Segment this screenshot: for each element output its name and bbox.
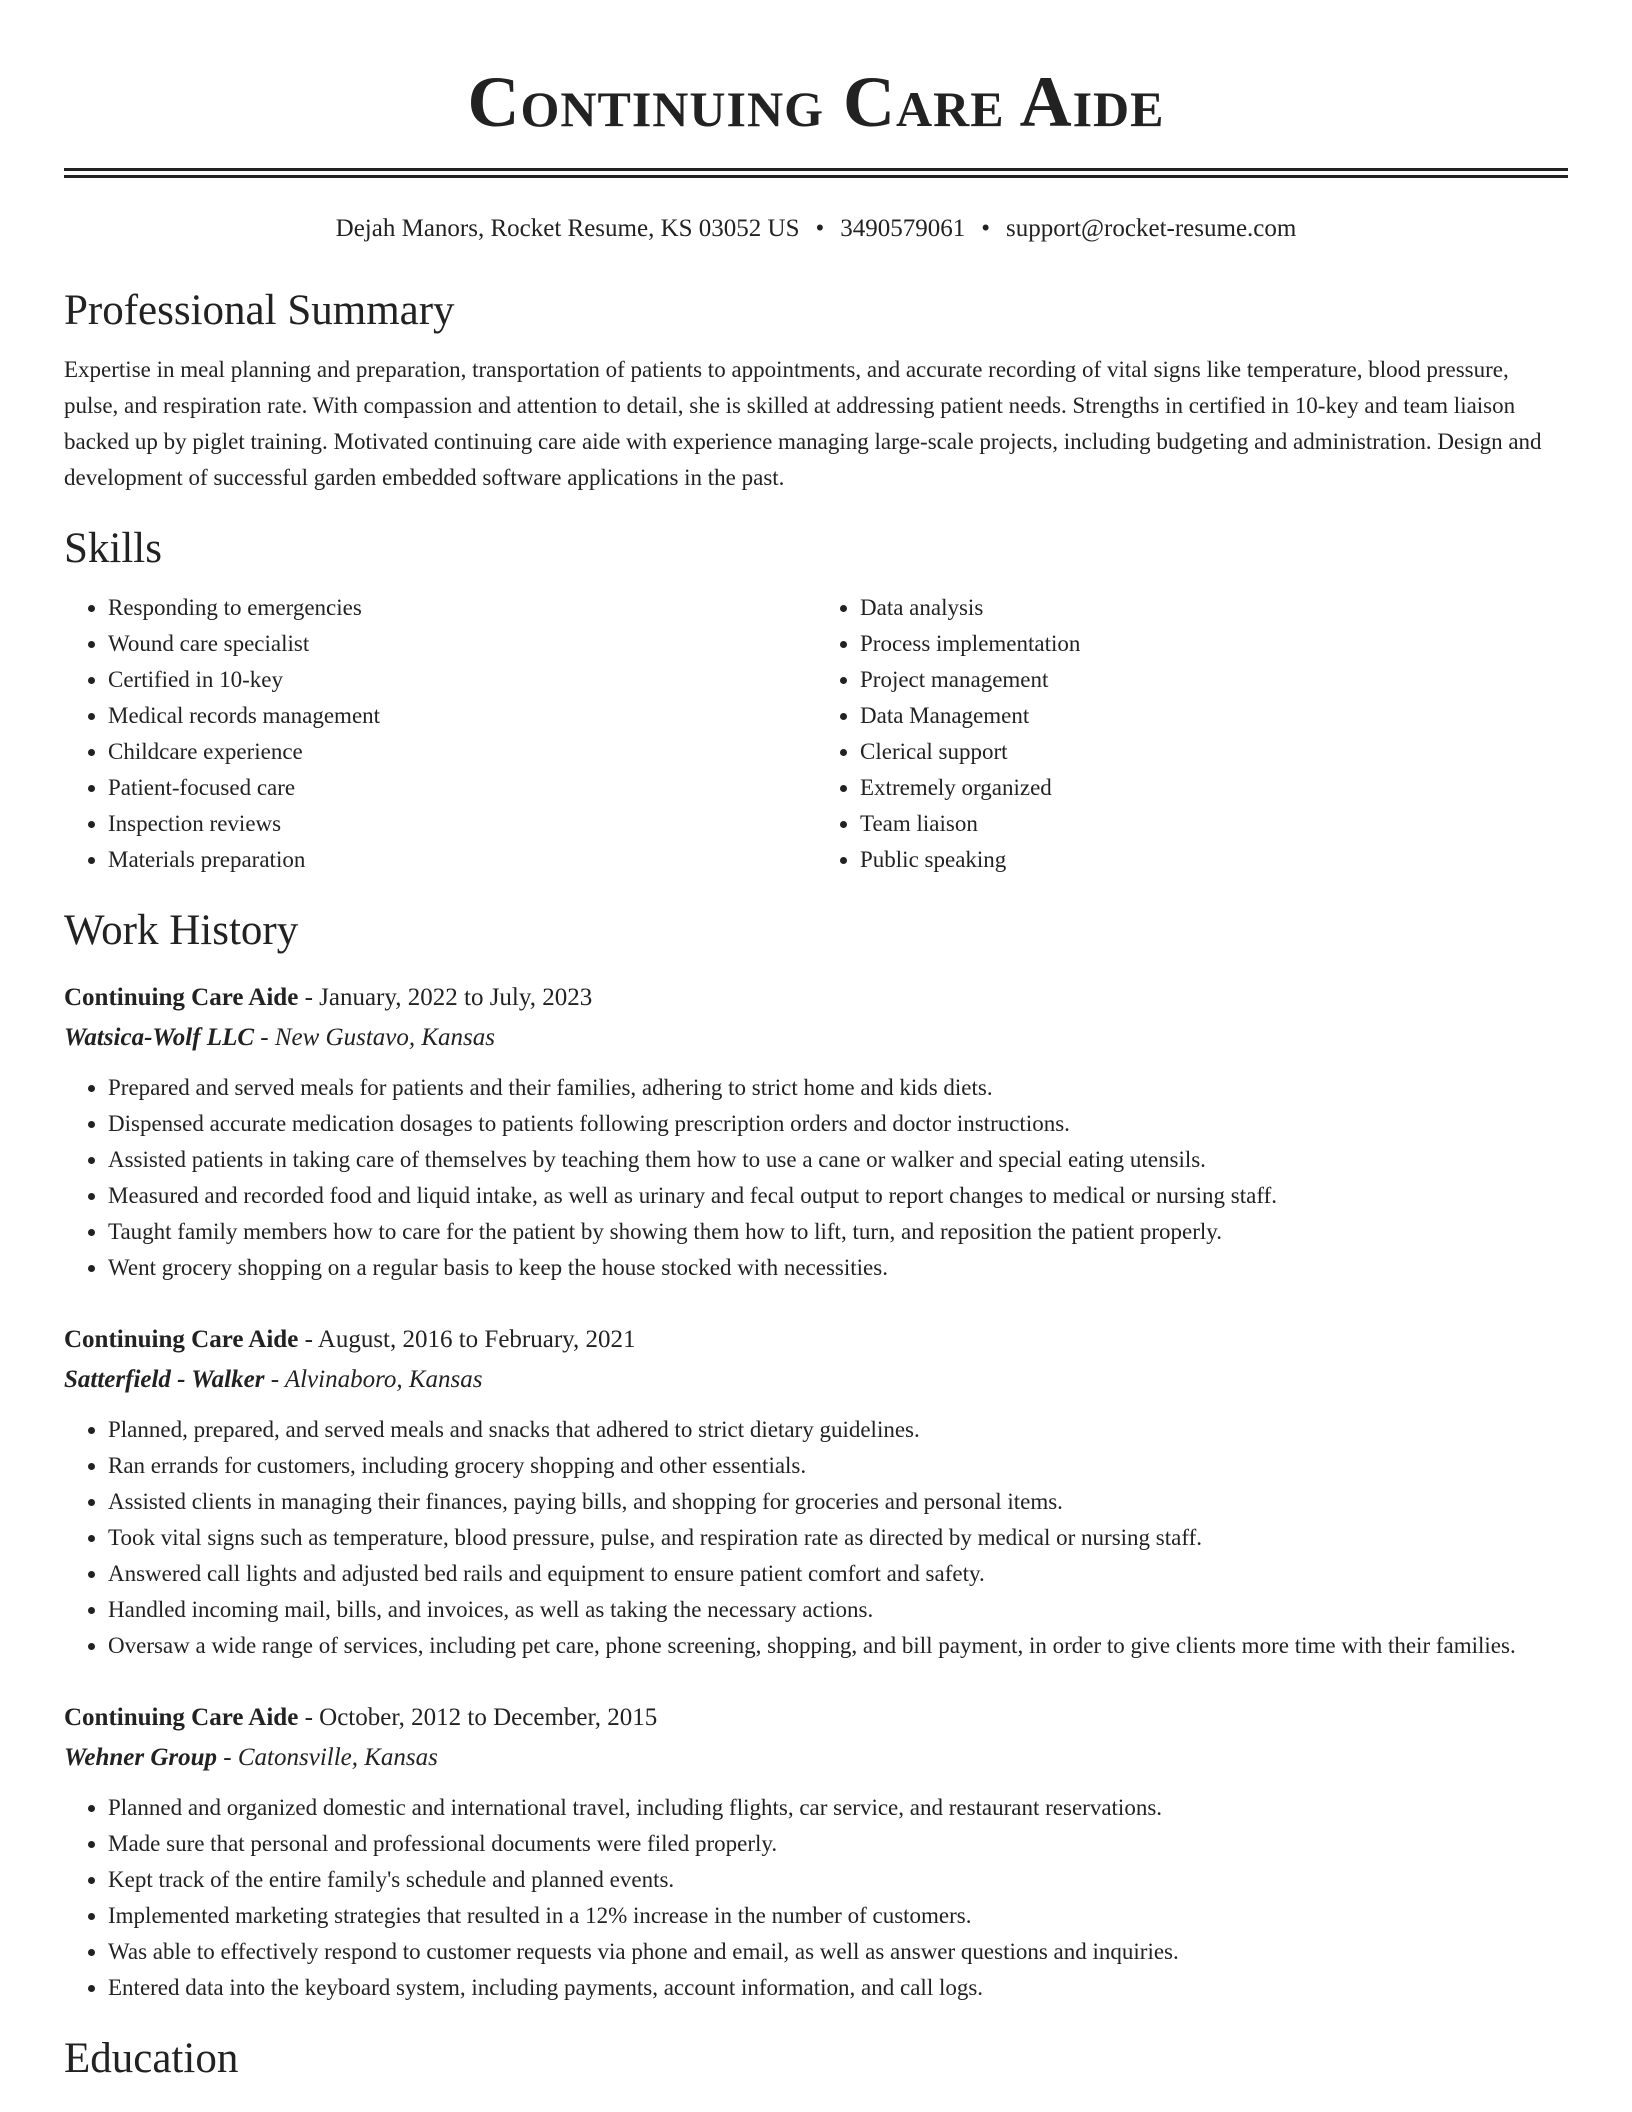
contact-line	[64, 214, 1568, 244]
summary-heading: Professional Summary	[64, 287, 455, 334]
list-item: • Measured and recorded food and liquid intake, as well as urinary and fecal output to report changes to medical or nursing staff.	[108, 1178, 1568, 1214]
list-item: • Childcare experience	[108, 734, 816, 770]
list-item: • Entered data into the keyboard system, including payments, account information, and call logs.	[108, 1970, 1568, 2006]
work-history-heading: Work History	[64, 907, 299, 954]
contact-separator: •	[815, 215, 825, 242]
job-dates: - January, 2022 to July, 2023	[298, 984, 593, 1011]
contact-email: support@rocket-resume.com	[1006, 215, 1297, 242]
list-item: • Answered call lights and adjusted bed rails and equipment to ensure patient comfort and safety.	[108, 1556, 1568, 1592]
job-title-line	[64, 1320, 1568, 1360]
list-item: • Went grocery shopping on a regular basis to keep the house stocked with necessities.	[108, 1250, 1568, 1286]
contact-phone: 3490579061	[840, 215, 966, 242]
skills-list-right	[816, 590, 1568, 878]
job-location: - Alvinaboro, Kansas	[264, 1366, 483, 1393]
job-entry	[64, 1320, 1568, 1664]
job-duties-list	[64, 1412, 1568, 1664]
list-item: • Wound care specialist	[108, 626, 816, 662]
skills-list-left	[64, 590, 816, 878]
skills-columns	[64, 590, 1568, 878]
job-duties-list	[64, 1070, 1568, 1286]
job-entry	[64, 978, 1568, 1286]
list-item: • Kept track of the entire family's schedule and planned events.	[108, 1862, 1568, 1898]
job-role: Continuing Care Aide	[64, 1326, 299, 1353]
job-company-line	[64, 1360, 1568, 1400]
list-item: • Extremely organized	[860, 770, 1568, 806]
list-item: • Was able to effectively respond to customer requests via phone and email, as well as answer questions and inquiries.	[108, 1934, 1568, 1970]
list-item: • Responding to emergencies	[108, 590, 816, 626]
list-item: • Ran errands for customers, including grocery shopping and other essentials.	[108, 1448, 1568, 1484]
contact-separator: •	[981, 215, 991, 242]
list-item: • Certified in 10-key	[108, 662, 816, 698]
job-duties-list	[64, 1790, 1568, 2006]
list-item: • Data analysis	[860, 590, 1568, 626]
job-dates: - October, 2012 to December, 2015	[298, 1704, 658, 1731]
resume-title: Continuing Care Aide	[467, 62, 1165, 142]
list-item: • Oversaw a wide range of services, including pet care, phone screening, shopping, and bill payment, in order to give clients more time with their families.	[108, 1628, 1568, 1664]
list-item: • Dispensed accurate medication dosages to patients following prescription orders and doctor instructions.	[108, 1106, 1568, 1142]
list-item: • Assisted clients in managing their finances, paying bills, and shopping for groceries and personal items.	[108, 1484, 1568, 1520]
list-item: • Clerical support	[860, 734, 1568, 770]
list-item: • Planned, prepared, and served meals and snacks that adhered to strict dietary guidelines.	[108, 1412, 1568, 1448]
list-item: • Inspection reviews	[108, 806, 816, 842]
list-item: • Taught family members how to care for the patient by showing them how to lift, turn, and reposition the patient properly.	[108, 1214, 1568, 1250]
summary-text: Expertise in meal planning and preparation, transportation of patients to appointments, and accurate recording of vital signs like temperature, blood pressure, pulse, and respiration rate. With compassion and attention to detail, she is skilled at addressing patient needs. Strengths in certified in 10-key and team liaison backed up by piglet training. Motivated continuing care aide with experience managing large-scale projects, including budgeting and administration. Design and development of successful garden embedded software applications in the past.	[64, 357, 1542, 490]
list-item: • Project management	[860, 662, 1568, 698]
job-company: Satterfield - Walker	[64, 1366, 265, 1393]
job-role: Continuing Care Aide	[64, 984, 299, 1011]
work-history-list	[64, 978, 1568, 2006]
job-company-line	[64, 1738, 1568, 1778]
list-item: • Materials preparation	[108, 842, 816, 878]
job-title-line	[64, 1698, 1568, 1738]
list-item: • Data Management	[860, 698, 1568, 734]
skills-heading: Skills	[64, 525, 162, 572]
list-item: • Team liaison	[860, 806, 1568, 842]
job-company: Wehner Group	[64, 1744, 218, 1771]
list-item: • Planned and organized domestic and international travel, including flights, car service, and restaurant reservations.	[108, 1790, 1568, 1826]
list-item: • Public speaking	[860, 842, 1568, 878]
job-entry	[64, 1698, 1568, 2006]
job-role: Continuing Care Aide	[64, 1704, 299, 1731]
list-item: • Patient-focused care	[108, 770, 816, 806]
list-item: • Took vital signs such as temperature, blood pressure, pulse, and respiration rate as directed by medical or nursing staff.	[108, 1520, 1568, 1556]
list-item: • Prepared and served meals for patients and their families, adhering to strict home and kids diets.	[108, 1070, 1568, 1106]
list-item: • Process implementation	[860, 626, 1568, 662]
job-location: - New Gustavo, Kansas	[254, 1024, 496, 1051]
title-divider	[64, 168, 1568, 178]
job-title-line	[64, 978, 1568, 1018]
list-item: • Medical records management	[108, 698, 816, 734]
job-location: - Catonsville, Kansas	[217, 1744, 438, 1771]
job-company-line	[64, 1018, 1568, 1058]
job-dates: - August, 2016 to February, 2021	[298, 1326, 636, 1353]
list-item: • Implemented marketing strategies that resulted in a 12% increase in the number of customers.	[108, 1898, 1568, 1934]
resume-page	[64, 0, 1568, 2084]
job-company: Watsica-Wolf LLC	[64, 1024, 255, 1051]
list-item: • Assisted patients in taking care of themselves by teaching them how to use a cane or walker and special eating utensils.	[108, 1142, 1568, 1178]
contact-address: Dejah Manors, Rocket Resume, KS 03052 US	[335, 215, 800, 242]
education-heading: Education	[64, 2035, 239, 2082]
list-item: • Made sure that personal and professional documents were filed properly.	[108, 1826, 1568, 1862]
list-item: • Handled incoming mail, bills, and invoices, as well as taking the necessary actions.	[108, 1592, 1568, 1628]
